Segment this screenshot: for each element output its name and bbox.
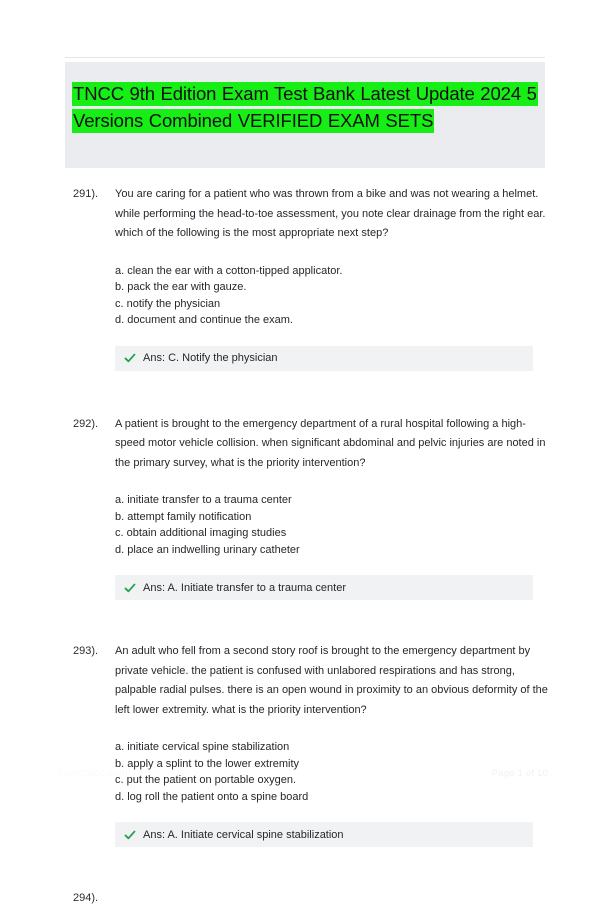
option-c[interactable]: c. obtain additional imaging studies <box>115 527 287 539</box>
answer-text: Ans: C. Notify the physician <box>143 352 278 364</box>
answer-bar <box>115 346 533 371</box>
header-divider <box>65 57 545 58</box>
option-d[interactable]: d. document and continue the exam. <box>115 314 293 326</box>
question-block <box>0 415 606 601</box>
question-body <box>115 185 606 329</box>
option-b[interactable]: b. pack the ear with gauze. <box>115 281 247 293</box>
answer-options <box>115 492 550 558</box>
block-spacer <box>0 371 606 415</box>
answer-bar <box>115 575 533 600</box>
option-a[interactable]: a. initiate cervical spine stabilization <box>115 741 290 753</box>
question-block <box>0 185 606 371</box>
option-a[interactable]: a. initiate transfer to a trauma center <box>115 494 292 506</box>
option-a[interactable]: a. clean the ear with a cotton-tipped applicator. <box>115 264 343 277</box>
question-row <box>0 415 606 559</box>
question-number: 291). <box>73 188 99 200</box>
answer-text: Ans: A. Initiate transfer to a trauma center <box>143 581 346 594</box>
title-highlight: TNCC 9th Edition Exam Test Bank Latest Update 2024 5 Versions Combined VERIFIED EXAM SETS <box>73 83 537 131</box>
question-stem: An adult who fell from a second story roof is brought to the emergency department by private vehicle. the patient is confused with unlabored respirations and has strong, palpable radial pulses. there is an open wound in proximity to an obvious deformity of the left lower extremity. what is the priority intervention? <box>115 645 548 716</box>
page-footer <box>0 765 606 787</box>
page-number: Page 1 of 10 <box>491 768 548 779</box>
block-spacer <box>0 847 606 889</box>
checkmark-icon <box>124 829 136 841</box>
option-c[interactable]: c. notify the physician <box>115 297 221 310</box>
question-stem: A patient is brought to the emergency department of a rural hospital following a high-speed motor vehicle collision. when significant abdominal and pelvic injuries are noted in the primary survey, what is the priority intervention? <box>115 417 546 469</box>
checkmark-icon <box>124 582 136 594</box>
answer-bar <box>115 822 533 847</box>
option-d[interactable]: d. log roll the patient onto a spine board <box>115 790 309 803</box>
page-title <box>72 80 542 134</box>
question-number: 293). <box>73 645 99 657</box>
block-spacer <box>0 600 606 642</box>
watermark: PaperStoc.com <box>57 768 128 779</box>
question-body <box>115 415 606 559</box>
option-c[interactable]: c. put the patient on portable oxygen. <box>115 774 297 786</box>
question-row <box>0 185 606 329</box>
checkmark-icon <box>124 352 136 364</box>
option-b[interactable]: b. apply a splint to the lower extremity <box>115 757 300 770</box>
question-stem: You are caring for a patient who was thrown from a bike and was not wearing a helmet. while performing the head-to-toe assessment, you note clear drainage from the right ear. which of the following is the most appropriate next step? <box>115 188 546 239</box>
question-number: 292). <box>73 417 99 430</box>
answer-options <box>115 263 550 329</box>
answer-text: Ans: A. Initiate cervical spine stabilization <box>143 828 344 841</box>
question-block <box>0 642 606 847</box>
next-question-number: 294). <box>73 892 99 904</box>
option-d[interactable]: d. place an indwelling urinary catheter <box>115 543 300 556</box>
title-wrapper <box>72 80 542 134</box>
option-b[interactable]: b. attempt family notification <box>115 510 252 523</box>
